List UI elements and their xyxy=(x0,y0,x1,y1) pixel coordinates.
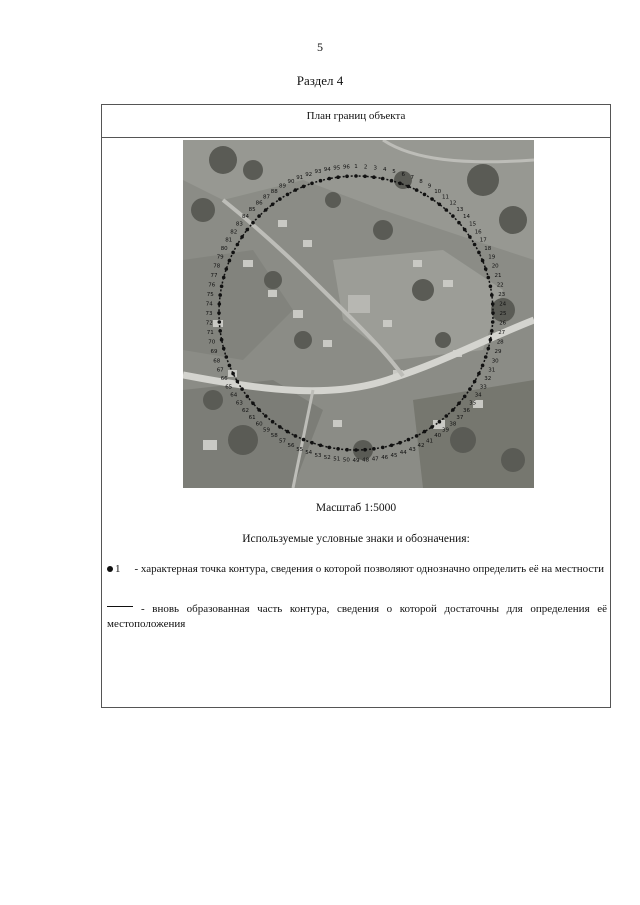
boundary-point-label: 73 xyxy=(205,311,213,317)
boundary-point xyxy=(217,311,221,315)
boundary-point xyxy=(278,425,282,429)
boundary-point-label: 57 xyxy=(279,438,286,445)
satellite-map xyxy=(183,140,534,488)
boundary-point xyxy=(473,243,477,247)
boundary-point xyxy=(381,446,385,450)
boundary-point-label: 85 xyxy=(248,207,256,214)
boundary-point xyxy=(390,179,394,183)
point-symbol-icon xyxy=(107,566,113,572)
boundary-point xyxy=(484,355,488,359)
legend-title: Используемые условные знаки и обозначения: xyxy=(242,533,470,545)
boundary-point xyxy=(278,197,282,201)
boundary-point-label: 82 xyxy=(230,229,238,236)
legend-item-point xyxy=(107,562,607,577)
boundary-point xyxy=(257,214,261,218)
boundary-point-label: 66 xyxy=(220,376,228,382)
boundary-point-label: 10 xyxy=(434,188,442,195)
boundary-point-label: 28 xyxy=(496,339,504,346)
boundary-point-label: 64 xyxy=(230,392,238,399)
boundary-point xyxy=(468,387,472,391)
boundary-point-label: 68 xyxy=(213,358,221,365)
boundary-point xyxy=(271,420,275,424)
boundary-point xyxy=(451,214,455,218)
boundary-point xyxy=(228,259,232,263)
boundary-point xyxy=(225,355,229,359)
boundary-point xyxy=(407,185,411,189)
boundary-point-label: 74 xyxy=(205,301,213,308)
boundary-point xyxy=(473,380,477,384)
boundary-point xyxy=(430,425,434,429)
boundary-point-label: 40 xyxy=(434,433,442,440)
boundary-point xyxy=(319,444,323,448)
boundary-point xyxy=(220,338,224,342)
boundary-point-label: 14 xyxy=(463,214,470,221)
boundary-point xyxy=(489,285,493,289)
boundary-point-label: 93 xyxy=(314,169,322,175)
boundary-point-label: 94 xyxy=(323,166,331,173)
boundary-point xyxy=(246,395,250,399)
boundary-point xyxy=(451,408,455,412)
boundary-point-label: 27 xyxy=(498,330,506,337)
boundary-point-label: 80 xyxy=(220,246,228,252)
boundary-point xyxy=(490,329,494,333)
boundary-point-label: 76 xyxy=(208,282,216,289)
boundary-point xyxy=(240,387,244,391)
boundary-point-label: 6 xyxy=(401,171,406,178)
boundary-point-label: 77 xyxy=(210,273,218,279)
boundary-point-label: 96 xyxy=(342,164,350,171)
boundary-point-label: 62 xyxy=(242,407,249,414)
boundary-point xyxy=(218,302,222,306)
boundary-point xyxy=(490,293,494,297)
boundary-point xyxy=(481,259,485,263)
legend-point-text: - характерная точка контура, сведения о которой позволяют однозначно определить её на местности xyxy=(134,563,604,575)
boundary-point-label: 39 xyxy=(442,427,449,434)
plan-header: План границ объекта xyxy=(102,105,610,138)
section-title: Раздел 4 xyxy=(296,73,344,88)
boundary-point-label: 51 xyxy=(333,456,341,463)
boundary-point-label: 1 xyxy=(354,164,358,170)
boundary-point-label: 34 xyxy=(474,392,482,399)
boundary-point xyxy=(398,182,402,186)
boundary-point-label: 15 xyxy=(469,221,477,228)
boundary-point-label: 79 xyxy=(216,254,224,261)
boundary-point xyxy=(251,221,255,225)
boundary-point xyxy=(286,193,290,197)
boundary-point-label: 71 xyxy=(206,330,214,337)
boundary-point xyxy=(463,395,467,399)
boundary-point xyxy=(354,174,358,178)
boundary-point xyxy=(489,338,493,342)
boundary-point xyxy=(286,430,290,434)
boundary-point-label: 78 xyxy=(213,263,221,270)
boundary-point-label: 4 xyxy=(382,166,387,173)
boundary-point xyxy=(354,448,358,452)
boundary-point xyxy=(271,203,275,207)
boundary-point xyxy=(438,203,442,207)
boundary-point xyxy=(423,430,427,434)
boundary-point-label: 84 xyxy=(242,214,249,221)
boundary-point xyxy=(423,193,427,197)
boundary-point-label: 16 xyxy=(474,229,482,236)
boundary-point-label: 61 xyxy=(248,414,256,421)
boundary-point-label: 7 xyxy=(410,175,415,182)
boundary-point-label: 56 xyxy=(287,442,295,449)
boundary-point xyxy=(363,175,367,179)
boundary-point-label: 83 xyxy=(235,221,243,228)
boundary-point xyxy=(445,414,449,418)
boundary-point-label: 88 xyxy=(270,188,278,195)
boundary-point xyxy=(477,372,481,376)
boundary-point xyxy=(294,434,298,438)
boundary-point-label: 92 xyxy=(305,171,313,178)
boundary-point-label: 8 xyxy=(419,179,423,186)
boundary-point-label: 65 xyxy=(225,384,233,391)
boundary-point-label: 86 xyxy=(255,200,263,207)
boundary-point xyxy=(328,446,332,450)
boundary-point xyxy=(302,438,306,442)
boundary-point xyxy=(381,177,385,181)
boundary-point-label: 43 xyxy=(408,446,416,453)
boundary-point-label: 48 xyxy=(362,457,370,464)
boundary-point xyxy=(487,347,491,351)
boundary-point-label: 33 xyxy=(479,384,487,391)
boundary-point xyxy=(390,444,394,448)
boundary-point xyxy=(220,285,224,289)
boundary-point-label: 38 xyxy=(449,421,457,428)
boundary-point-label: 41 xyxy=(426,438,433,445)
boundary-point xyxy=(477,251,481,255)
boundary-point-label: 49 xyxy=(352,458,360,464)
boundary-point xyxy=(228,364,232,368)
boundary-point-label: 70 xyxy=(208,339,216,346)
boundary-point-label: 72 xyxy=(205,320,213,327)
boundary-point-label: 50 xyxy=(342,457,350,464)
boundary-point-label: 36 xyxy=(463,407,470,414)
legend-item-line xyxy=(107,602,607,632)
boundary-point xyxy=(236,380,240,384)
boundary-plan-frame xyxy=(101,104,611,708)
boundary-point xyxy=(491,302,495,306)
boundary-point-label: 9 xyxy=(427,183,432,190)
boundary-point xyxy=(218,293,222,297)
boundary-point xyxy=(407,438,411,442)
boundary-point-label: 87 xyxy=(263,194,270,201)
boundary-point xyxy=(372,175,376,179)
boundary-point xyxy=(438,420,442,424)
boundary-point-label: 90 xyxy=(287,179,295,186)
boundary-point-label: 95 xyxy=(333,165,341,172)
boundary-point-label: 60 xyxy=(255,421,263,428)
boundary-point xyxy=(231,251,235,255)
boundary-point-label: 35 xyxy=(469,400,477,407)
boundary-point xyxy=(336,175,340,179)
boundary-point-label: 20 xyxy=(491,263,499,270)
boundary-point-label: 31 xyxy=(488,367,496,374)
line-symbol-icon xyxy=(107,606,133,607)
boundary-point-label: 45 xyxy=(390,453,398,459)
boundary-point-label: 23 xyxy=(498,291,506,298)
boundary-point-label: 2 xyxy=(363,164,368,171)
boundary-point-label: 26 xyxy=(499,320,507,327)
boundary-point xyxy=(491,320,495,324)
boundary-point-label: 63 xyxy=(235,400,243,407)
boundary-point xyxy=(264,208,268,212)
map-scale: Масштаб 1:5000 xyxy=(315,502,397,514)
boundary-point xyxy=(372,447,376,451)
boundary-point xyxy=(487,276,491,280)
boundary-point-label: 89 xyxy=(279,183,286,190)
map-svg xyxy=(183,140,534,488)
boundary-point xyxy=(222,276,226,280)
boundary-point xyxy=(345,448,349,452)
boundary-point xyxy=(345,175,349,179)
boundary-point xyxy=(328,177,332,181)
boundary-point xyxy=(240,235,244,239)
legend-line-text: - вновь образованная часть контура, сведения о которой достаточны для определения её местоположения xyxy=(107,603,607,630)
boundary-point xyxy=(468,235,472,239)
boundary-point xyxy=(319,179,323,183)
boundary-point-label: 19 xyxy=(488,254,496,261)
boundary-point xyxy=(264,414,268,418)
boundary-point xyxy=(481,364,485,368)
boundary-point-label: 47 xyxy=(371,456,379,463)
boundary-point-label: 67 xyxy=(216,367,224,374)
boundary-point xyxy=(225,267,229,271)
page-number: 5 xyxy=(317,40,323,54)
boundary-point-label: 69 xyxy=(210,349,218,355)
boundary-point-label: 3 xyxy=(373,165,377,172)
boundary-point xyxy=(398,441,402,445)
boundary-point-label: 24 xyxy=(499,301,507,308)
boundary-point xyxy=(310,441,314,445)
boundary-point-label: 32 xyxy=(484,376,492,382)
boundary-point xyxy=(457,221,461,225)
point-symbol-label: 1 xyxy=(115,563,121,575)
boundary-point-label: 5 xyxy=(392,169,396,175)
boundary-point-label: 22 xyxy=(496,282,504,289)
boundary-point-label: 13 xyxy=(456,207,464,214)
boundary-point-label: 52 xyxy=(323,455,331,462)
boundary-point-label: 25 xyxy=(499,311,507,317)
boundary-point-label: 58 xyxy=(270,433,278,440)
boundary-point-label: 21 xyxy=(494,273,502,279)
boundary-point-label: 81 xyxy=(225,237,233,244)
boundary-point xyxy=(251,402,255,406)
boundary-point-label: 91 xyxy=(296,175,304,182)
boundary-point xyxy=(415,434,419,438)
boundary-point-label: 11 xyxy=(442,194,449,201)
boundary-point xyxy=(463,228,467,232)
boundary-point xyxy=(246,228,250,232)
boundary-point xyxy=(457,402,461,406)
boundary-point-label: 75 xyxy=(206,291,214,298)
boundary-point xyxy=(363,448,367,452)
boundary-point xyxy=(430,197,434,201)
boundary-point xyxy=(415,188,419,192)
boundary-point-label: 54 xyxy=(305,450,313,457)
boundary-point xyxy=(491,311,495,315)
boundary-point-label: 17 xyxy=(479,237,487,244)
boundary-point-label: 53 xyxy=(314,453,322,459)
boundary-point xyxy=(222,347,226,351)
boundary-point xyxy=(336,447,340,451)
boundary-point xyxy=(310,182,314,186)
boundary-point-label: 12 xyxy=(449,200,457,207)
boundary-point-label: 18 xyxy=(484,246,492,252)
boundary-point xyxy=(294,188,298,192)
boundary-point-label: 29 xyxy=(494,349,502,355)
boundary-point xyxy=(257,408,261,412)
boundary-point xyxy=(218,320,222,324)
boundary-point xyxy=(236,243,240,247)
boundary-point xyxy=(231,372,235,376)
boundary-point xyxy=(302,185,306,189)
boundary-point-label: 44 xyxy=(399,450,407,457)
boundary-point-label: 59 xyxy=(263,427,270,434)
boundary-point-label: 55 xyxy=(296,446,304,453)
boundary-point-label: 46 xyxy=(381,455,389,462)
boundary-point-label: 37 xyxy=(456,414,464,421)
boundary-point-label: 30 xyxy=(491,358,499,365)
boundary-point xyxy=(484,267,488,271)
boundary-point xyxy=(445,208,449,212)
boundary-point xyxy=(218,329,222,333)
boundary-point-label: 42 xyxy=(417,442,425,449)
